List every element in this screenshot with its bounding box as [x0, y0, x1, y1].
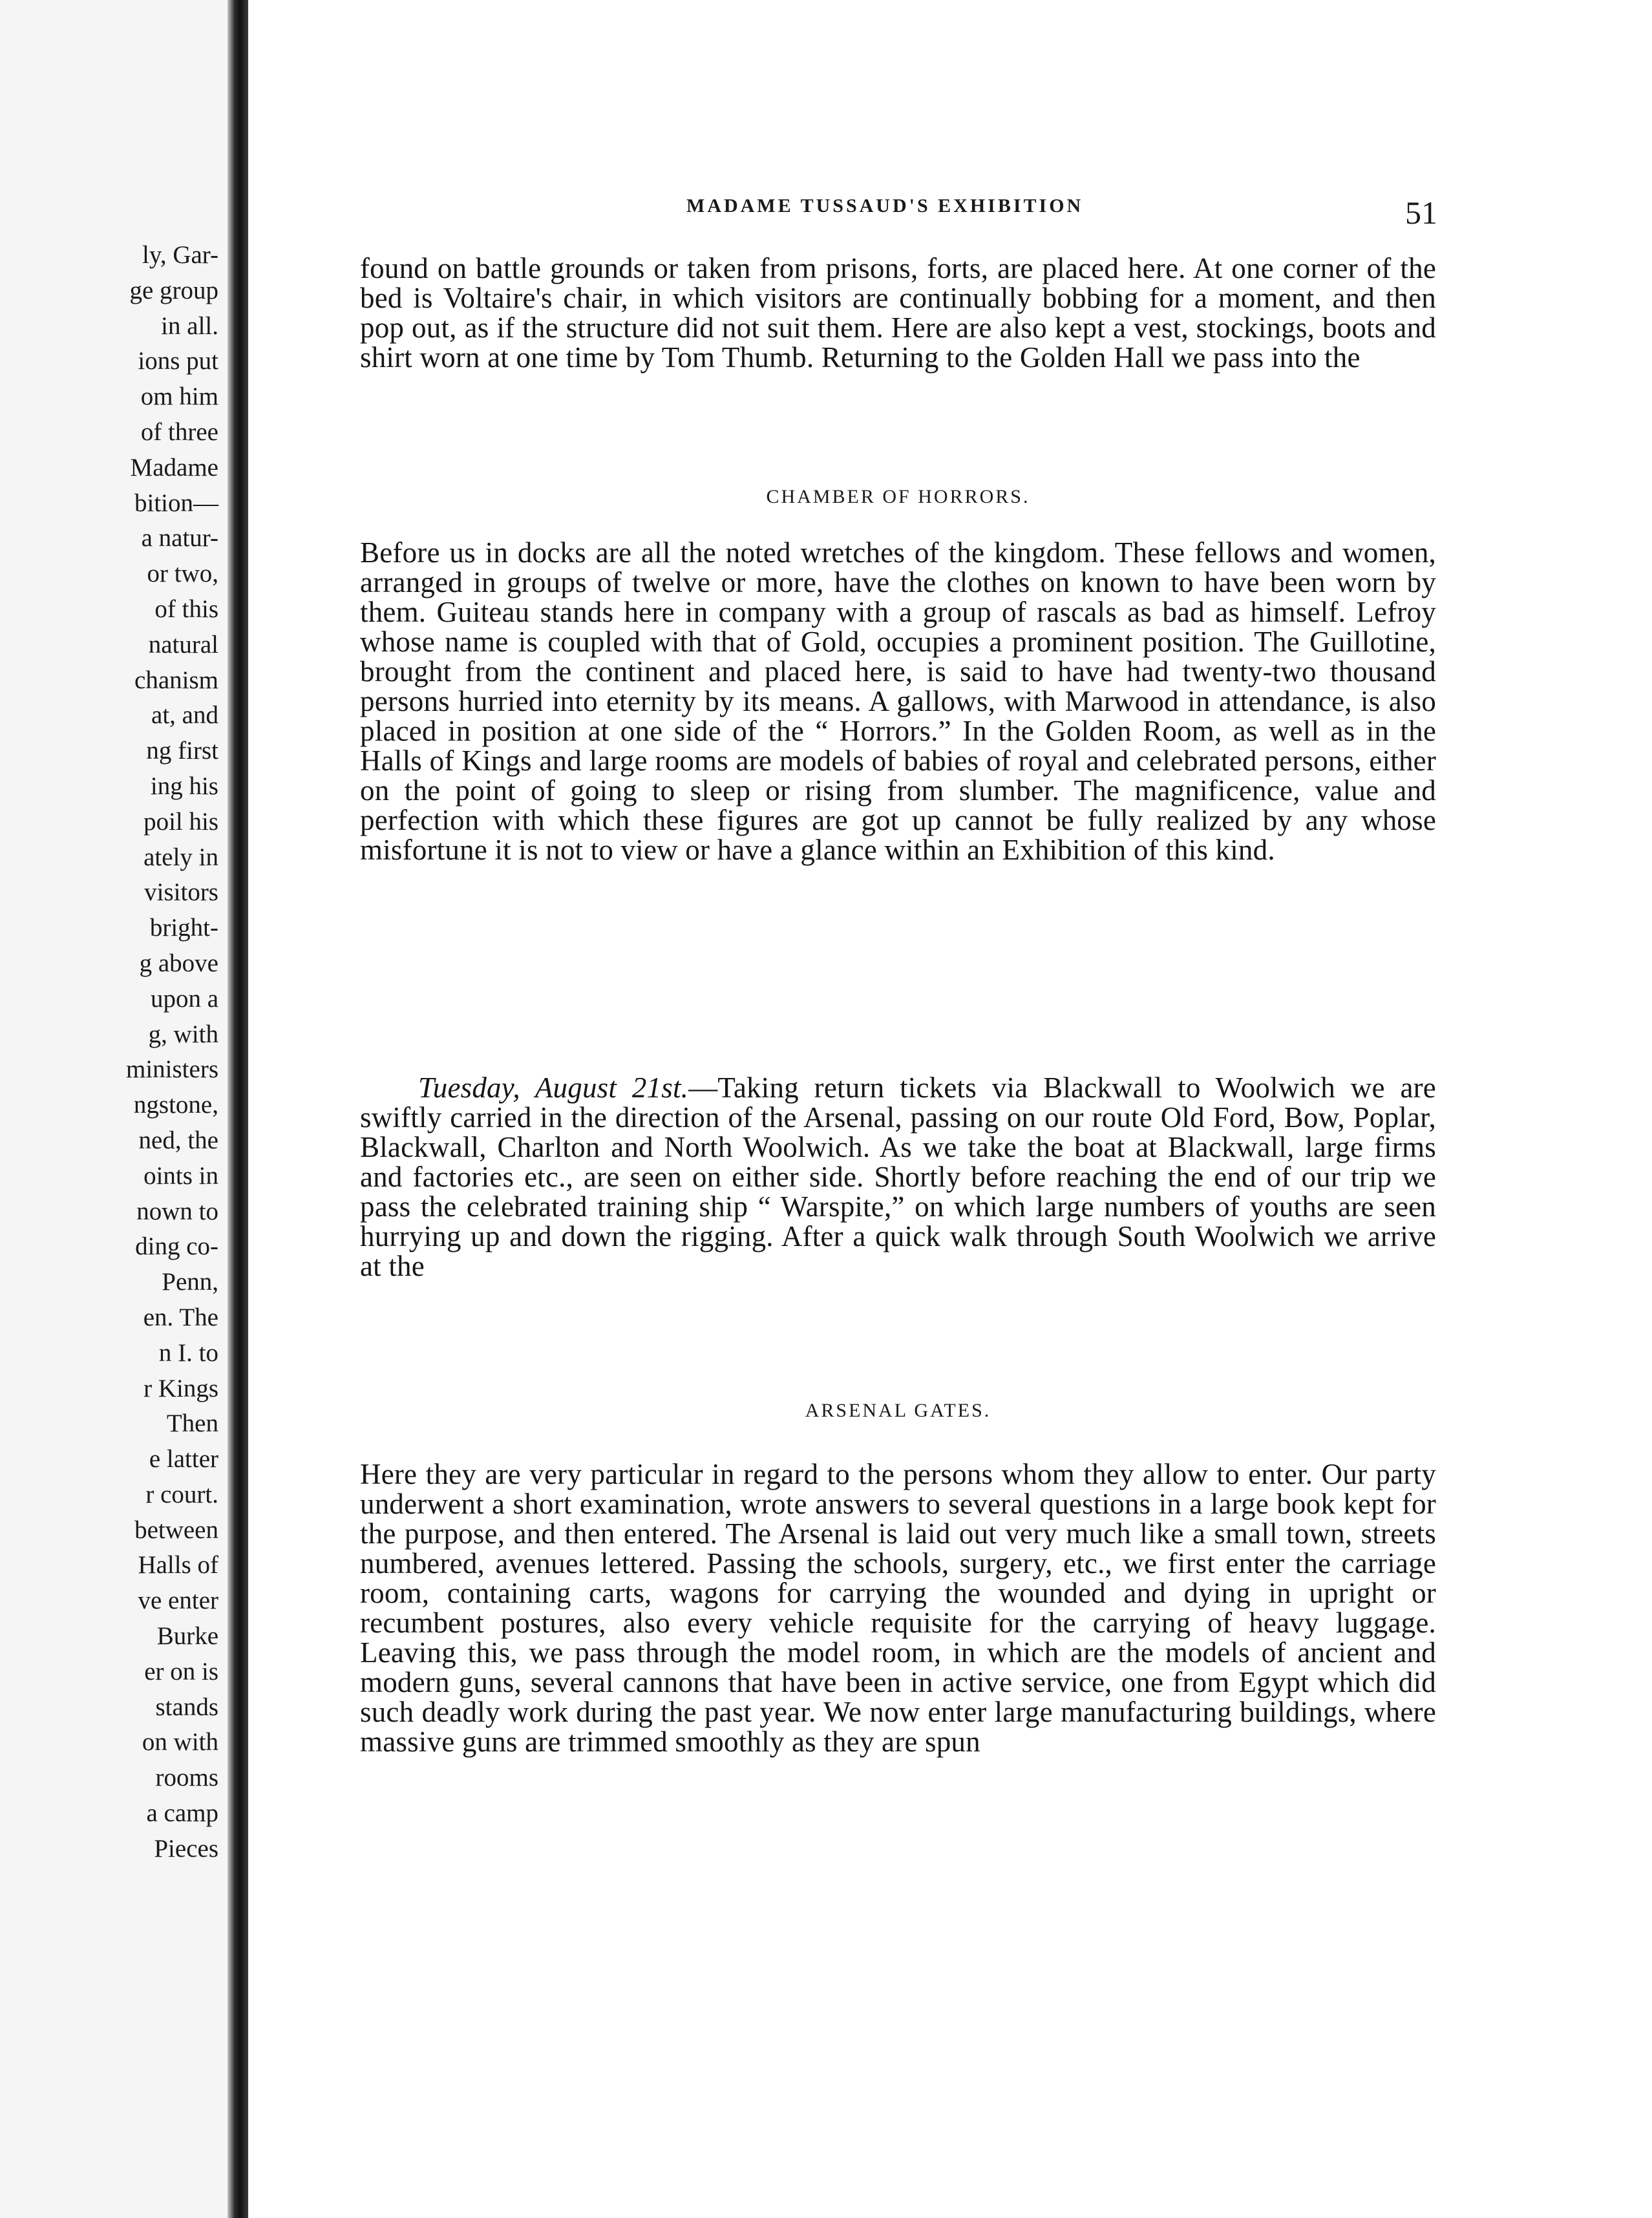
right-page: [248, 0, 1652, 2218]
paragraph-tuesday-text: —Taking return tickets via Blackwall to Woolwich we are swiftly carried in the direction of the Arsenal, passing on our route Old Ford, Bow, Poplar, Blackwall, Charlton and North Woolwich. As we take the boat at Blackwall, large firms and factories etc., are seen on either side. Shortly before reaching the end of our trip we pass the celebrated training ship “ Warspite,” on which large numbers of youths are seen hurrying up and down the rigging. After a quick walk through South Woolwich we arrive at the: [360, 1072, 1436, 1282]
paragraph-arsenal-gates: Here they are very particular in regard to the persons whom they allow to enter. Our party underwent a short examination, wrote answers to several questions in a large book kept for the purpose, and then entered. The Arsenal is laid out very much like a small town, streets numbered, avenues lettered. Passing the schools, surgery, etc., we first enter the carriage room, containing carts, wagons for carrying the wounded and dying in upright or recumbent postures, also every vehicle requisite for the carrying of heavy luggage. Leaving this, we pass through the model room, in which are the models of ancient and modern guns, several cannons that have been in active service, one from Egypt which did such deadly work during the past year. We now enter large manufacturing buildings, where massive guns are trimmed smoothly as they are spun: [360, 1458, 1436, 1758]
left-page-line: r Kings: [143, 1374, 218, 1402]
left-page-line: bition—: [134, 489, 218, 517]
left-page-line: g, with: [148, 1020, 218, 1048]
left-page-line: ngstone,: [133, 1091, 218, 1119]
section-heading-arsenal-gates: ARSENAL GATES.: [805, 1400, 991, 1421]
left-page-line: at, and: [151, 701, 218, 730]
left-page-line: stands: [155, 1693, 218, 1721]
section-heading-chamber-of-horrors: CHAMBER OF HORRORS.: [766, 486, 1030, 507]
left-page-line: rooms: [155, 1764, 218, 1792]
diary-date: Tuesday, August 21st.: [418, 1072, 689, 1104]
left-page-line: of three: [140, 417, 218, 446]
left-page-line: or two,: [147, 560, 218, 588]
left-page-line: e latter: [149, 1445, 218, 1473]
left-page-line: Penn,: [162, 1268, 218, 1296]
left-page-line: Burke: [156, 1622, 218, 1651]
left-page-line: visitors: [144, 878, 218, 907]
left-page-line: ve enter: [138, 1587, 218, 1615]
left-page-line: ing his: [150, 772, 218, 800]
left-page-line: a natur-: [141, 524, 218, 553]
left-page-line: bright-: [149, 914, 218, 942]
left-facing-page: [0, 0, 228, 2218]
left-page-line: Madame: [130, 453, 218, 481]
left-page-line: a camp: [146, 1799, 218, 1828]
left-page-line: ding co-: [135, 1232, 218, 1261]
left-page-line: en. The: [143, 1303, 218, 1331]
paragraph-continuation: found on battle grounds or taken from prisons, forts, are placed here. At one corner of the bed is Voltaire's chair, in which visitors are continually bobbing for a moment, and then pop out, as if the structure did not suit them. Here are also kept a vest, stockings, boots and shirt worn at one time by Tom Thumb. Returning to the Golden Hall we pass into the: [360, 252, 1436, 374]
left-page-line: natural: [148, 630, 218, 659]
left-page-line: on with: [142, 1728, 218, 1757]
left-page-line: ned, the: [138, 1126, 218, 1154]
left-page-line: Halls of: [138, 1551, 218, 1579]
page-number: 51: [1405, 195, 1437, 231]
left-page-line-fragments: [126, 238, 218, 1867]
left-page-line: n I. to: [158, 1338, 218, 1367]
left-page-line: ge group: [129, 276, 218, 304]
left-page-line: poil his: [143, 807, 218, 836]
left-page-line: of this: [154, 595, 218, 623]
left-page-line: ately in: [143, 843, 218, 871]
paragraph-tuesday-august: [360, 1073, 1436, 1281]
left-page-line: Then: [166, 1410, 218, 1438]
left-page-line: ng first: [146, 737, 218, 765]
left-page-line: om him: [140, 383, 218, 411]
left-page-line: ions put: [138, 347, 218, 375]
left-page-line: in all.: [161, 312, 218, 340]
running-head: MADAME TUSSAUD'S EXHIBITION: [686, 195, 1084, 217]
left-page-line: Pieces: [154, 1834, 218, 1863]
book-gutter: [228, 0, 248, 2218]
left-page-line: er on is: [144, 1657, 218, 1685]
left-page-line: nown to: [136, 1197, 218, 1225]
left-page-line: ly, Gar-: [142, 241, 218, 269]
paragraph-chamber-of-horrors: Before us in docks are all the noted wretches of the kingdom. These fellows and women, arranged in groups of twelve or more, have the clothes on known to have been worn by them. Guiteau stands here in company with a group of rascals as bad as himself. Lefroy whose name is coupled with that of Gold, occupies a prominent position. The Guillotine, brought from the continent and placed here, is said to have had twenty-two thousand persons hurried into eternity by its means. A gallows, with Marwood in attendance, is also placed in position at one side of the “ Horrors.” In the Golden Room, as well as in the Halls of Kings and large rooms are models of babies of royal and celebrated persons, either on the point of going to sleep or rising from slumber. The magnificence, value and perfection with which these figures are got up cannot be fully realized by any whose misfortune it is not to view or have a glance within an Exhibition of this kind.: [360, 536, 1436, 866]
left-page-line: oints in: [143, 1161, 218, 1190]
left-page-line: g above: [139, 949, 218, 977]
left-page-line: ministers: [126, 1055, 218, 1084]
left-page-line: upon a: [150, 984, 218, 1013]
left-page-line: r court.: [145, 1480, 218, 1508]
left-page-line: between: [134, 1516, 218, 1544]
left-page-line: chanism: [134, 666, 218, 694]
